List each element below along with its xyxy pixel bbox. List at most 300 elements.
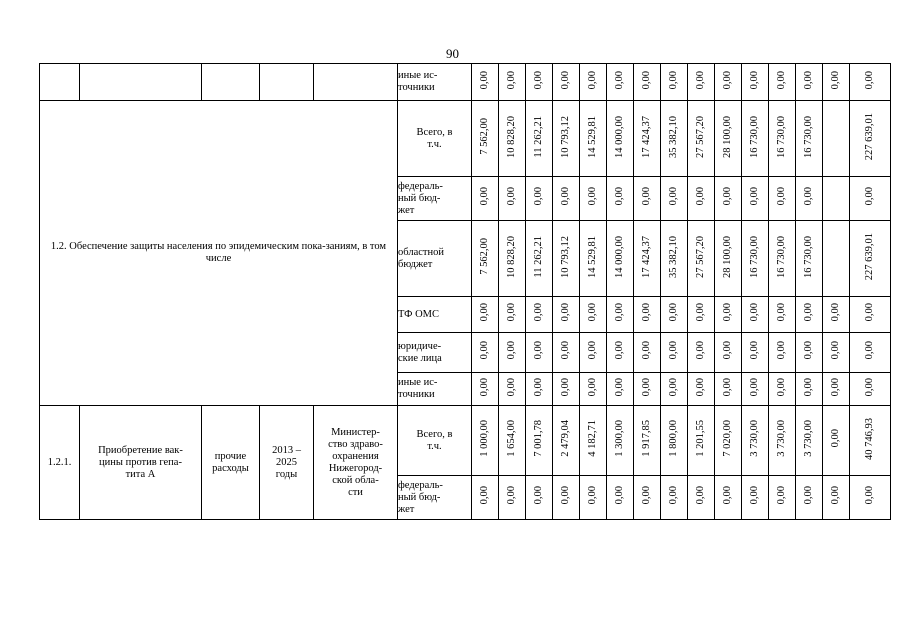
value-cell (499, 406, 526, 476)
value-cell (526, 101, 553, 177)
value-cell (796, 373, 823, 406)
value-text: 0,00 (587, 486, 598, 505)
value-text: 1 917,85 (641, 420, 652, 457)
text-line: цины против гепа- (99, 456, 182, 468)
value-cell (607, 297, 634, 333)
table-row (40, 101, 891, 177)
value-text: 0,00 (830, 341, 841, 360)
value-text: 0,00 (614, 187, 625, 206)
value-text: 0,00 (749, 341, 760, 360)
value-text: 16 730,00 (749, 235, 760, 278)
value-text: 0,00 (668, 377, 679, 397)
source-line: жет (398, 204, 415, 216)
value-text: 16 730,00 (776, 235, 787, 278)
value-text: 0,00 (864, 303, 875, 322)
executor-cell (314, 406, 398, 520)
value-cell (607, 373, 634, 406)
value-text: 0,00 (830, 486, 841, 505)
value-cell (688, 177, 715, 221)
source-line: бюджет (398, 258, 433, 270)
value-text: 11 262,21 (533, 235, 544, 278)
value-cell (796, 297, 823, 333)
value-cell (742, 406, 769, 476)
budget-table (39, 63, 891, 520)
value-cell (715, 177, 742, 221)
value-text: 0,00 (587, 303, 598, 322)
value-text: 28 100,00 (722, 115, 733, 158)
value-cell (823, 101, 850, 177)
text-line: сти (348, 486, 363, 498)
value-text: 0,00 (749, 377, 760, 397)
value-text: 0,00 (641, 486, 652, 505)
value-text: 0,00 (533, 187, 544, 206)
source-line: Всего, в (416, 126, 453, 138)
value-text: 0,00 (864, 341, 875, 360)
value-cell (634, 373, 661, 406)
value-cell (607, 64, 634, 101)
value-text: 0,00 (830, 70, 841, 90)
value-cell (769, 476, 796, 520)
value-cell (634, 406, 661, 476)
value-text: 0,00 (560, 303, 571, 322)
value-text: 3 730,00 (776, 420, 787, 457)
value-text: 0,00 (803, 70, 814, 90)
section-title: 1.2. Обеспечение защиты населения по эпидемическим пока-заниям, в том числе (50, 241, 387, 264)
source-cell (398, 333, 472, 373)
value-text: 0,00 (479, 377, 490, 397)
value-text: 0,00 (614, 303, 625, 322)
value-cell (850, 476, 891, 520)
value-cell (607, 101, 634, 177)
value-text: 0,00 (560, 486, 571, 505)
source-line: точники (398, 82, 435, 93)
value-cell (742, 221, 769, 297)
value-text: 0,00 (830, 429, 841, 448)
value-text: 0,00 (776, 377, 787, 397)
value-text: 0,00 (864, 486, 875, 505)
value-cell (769, 64, 796, 101)
value-text: 0,00 (695, 303, 706, 322)
text-line: 2025 (276, 456, 297, 468)
value-text: 35 382,10 (668, 115, 679, 158)
value-text: 0,00 (722, 341, 733, 360)
value-text: 1 300,00 (614, 420, 625, 457)
value-text: 0,00 (479, 187, 490, 206)
table-row (40, 406, 891, 476)
value-text: 14 529,81 (587, 235, 598, 278)
value-cell (634, 333, 661, 373)
value-text: 4 182,71 (587, 420, 598, 457)
value-cell (850, 297, 891, 333)
value-cell (634, 101, 661, 177)
value-cell (580, 64, 607, 101)
source-cell (398, 297, 472, 333)
value-text: 40 746,93 (864, 417, 875, 460)
value-text: 0,00 (776, 341, 787, 360)
value-text: 0,00 (749, 187, 760, 206)
value-cell (553, 476, 580, 520)
empty-cell (314, 64, 398, 101)
value-cell (553, 101, 580, 177)
value-cell (607, 406, 634, 476)
page-number: 90 (446, 46, 459, 61)
value-cell (742, 101, 769, 177)
source-line: т.ч. (427, 138, 442, 150)
value-cell (553, 64, 580, 101)
value-cell (661, 373, 688, 406)
value-text: 10 828,20 (506, 235, 517, 278)
value-cell (661, 333, 688, 373)
source-cell (398, 101, 472, 177)
value-text: 10 828,20 (506, 115, 517, 158)
value-text: 0,00 (587, 187, 598, 206)
value-cell (688, 406, 715, 476)
value-cell (499, 64, 526, 101)
value-cell (526, 221, 553, 297)
value-cell (472, 333, 499, 373)
value-text: 0,00 (506, 341, 517, 360)
value-text: 0,00 (749, 303, 760, 322)
value-cell (661, 476, 688, 520)
value-text: 0,00 (533, 486, 544, 505)
source-cell (398, 476, 472, 520)
value-text: 0,00 (695, 187, 706, 206)
value-text: 10 793,12 (560, 115, 571, 158)
value-text: 0,00 (803, 486, 814, 505)
value-cell (796, 64, 823, 101)
value-text: 0,00 (587, 341, 598, 360)
text-line: расходы (212, 462, 249, 474)
source-line: жет (398, 503, 415, 515)
value-cell (796, 476, 823, 520)
value-text: 0,00 (776, 486, 787, 505)
value-cell (472, 221, 499, 297)
value-cell (715, 373, 742, 406)
value-cell (796, 221, 823, 297)
value-text: 16 730,00 (749, 115, 760, 158)
value-cell (661, 297, 688, 333)
value-cell (688, 101, 715, 177)
source-line: областной (398, 246, 444, 258)
value-text: 35 382,10 (668, 235, 679, 278)
value-text: 0,00 (506, 303, 517, 322)
value-cell (769, 221, 796, 297)
value-cell (499, 333, 526, 373)
value-cell (499, 373, 526, 406)
value-text: 3 730,00 (749, 420, 760, 457)
value-text: 11 262,21 (533, 115, 544, 158)
value-text: 0,00 (479, 303, 490, 322)
value-text: 0,00 (533, 303, 544, 322)
item-number: 1.2.1. (47, 456, 72, 468)
value-text: 0,00 (722, 70, 733, 90)
value-cell (607, 177, 634, 221)
value-cell (688, 373, 715, 406)
value-text: 0,00 (560, 70, 571, 90)
value-text: 28 100,00 (722, 235, 733, 278)
value-text: 0,00 (803, 187, 814, 206)
item-number-cell (40, 406, 80, 520)
value-text: 0,00 (830, 303, 841, 322)
value-text: 0,00 (749, 486, 760, 505)
source-cell (398, 406, 472, 476)
value-text: 0,00 (641, 303, 652, 322)
value-text: 0,00 (587, 377, 598, 397)
source-line: Всего, в (416, 428, 453, 440)
value-cell (472, 373, 499, 406)
value-text: 0,00 (641, 377, 652, 397)
value-cell (580, 297, 607, 333)
value-text: 0,00 (614, 486, 625, 505)
value-cell (688, 221, 715, 297)
source-line: иные ис- (398, 377, 438, 388)
value-cell (715, 333, 742, 373)
value-text: 0,00 (695, 341, 706, 360)
value-text: 0,00 (864, 377, 875, 397)
value-cell (850, 406, 891, 476)
value-text: 0,00 (479, 70, 490, 90)
value-cell (823, 333, 850, 373)
source-line: точники (398, 389, 435, 400)
value-text: 0,00 (668, 341, 679, 360)
value-cell (607, 476, 634, 520)
value-cell (850, 64, 891, 101)
value-text: 16 730,00 (776, 115, 787, 158)
value-cell (823, 221, 850, 297)
value-text: 0,00 (864, 70, 875, 90)
value-text: 0,00 (695, 486, 706, 505)
value-cell (796, 101, 823, 177)
value-cell (850, 373, 891, 406)
section-title-cell (40, 101, 398, 406)
value-cell (823, 476, 850, 520)
value-text: 17 424,37 (641, 115, 652, 158)
source-cell (398, 373, 472, 406)
value-text: 17 424,37 (641, 235, 652, 278)
table-row (40, 64, 891, 101)
value-cell (526, 373, 553, 406)
value-cell (472, 406, 499, 476)
source-line: т.ч. (427, 440, 442, 452)
value-text: 0,00 (803, 341, 814, 360)
value-cell (715, 101, 742, 177)
text-line: годы (275, 468, 298, 480)
value-cell (580, 476, 607, 520)
source-line: иные ис- (398, 70, 438, 81)
value-text: 2 479,04 (560, 420, 571, 457)
value-cell (715, 64, 742, 101)
source-cell (398, 64, 472, 101)
value-cell (769, 101, 796, 177)
text-line: Нижегород- (328, 462, 383, 474)
value-cell (823, 177, 850, 221)
value-cell (769, 297, 796, 333)
value-text: 14 000,00 (614, 235, 625, 278)
value-cell (499, 297, 526, 333)
period-cell (260, 406, 314, 520)
value-cell (823, 64, 850, 101)
value-text: 1 201,55 (695, 420, 706, 457)
value-text: 1 000,00 (479, 420, 490, 457)
value-text: 0,00 (722, 486, 733, 505)
value-text: 14 000,00 (614, 115, 625, 158)
value-text: 0,00 (776, 303, 787, 322)
value-text: 227 639,01 (864, 112, 875, 161)
value-cell (526, 64, 553, 101)
value-cell (688, 64, 715, 101)
value-cell (526, 476, 553, 520)
value-text: 7 020,00 (722, 420, 733, 457)
value-cell (661, 101, 688, 177)
value-cell (796, 333, 823, 373)
value-cell (661, 221, 688, 297)
value-text: 0,00 (560, 341, 571, 360)
value-text: 0,00 (695, 70, 706, 90)
value-text: 227 639,01 (864, 232, 875, 281)
value-cell (553, 177, 580, 221)
value-cell (688, 297, 715, 333)
text-line: прочие (214, 450, 247, 462)
value-cell (472, 64, 499, 101)
value-text: 0,00 (722, 187, 733, 206)
value-text: 7 001,78 (533, 420, 544, 457)
value-cell (499, 177, 526, 221)
value-text: 0,00 (668, 303, 679, 322)
value-cell (769, 177, 796, 221)
value-cell (769, 406, 796, 476)
value-cell (661, 177, 688, 221)
item-name-cell (80, 406, 202, 520)
value-cell (661, 406, 688, 476)
value-text: 7 562,00 (479, 238, 490, 275)
value-text: 0,00 (803, 377, 814, 397)
empty-cell (260, 64, 314, 101)
value-cell (715, 476, 742, 520)
value-text: 0,00 (641, 187, 652, 206)
value-cell (580, 101, 607, 177)
value-cell (688, 333, 715, 373)
value-cell (580, 406, 607, 476)
empty-cell (202, 64, 260, 101)
value-cell (499, 221, 526, 297)
value-cell (823, 373, 850, 406)
value-cell (607, 333, 634, 373)
value-cell (526, 177, 553, 221)
value-cell (823, 406, 850, 476)
value-text: 0,00 (776, 187, 787, 206)
value-text: 0,00 (668, 486, 679, 505)
value-cell (850, 177, 891, 221)
value-text: 0,00 (479, 486, 490, 505)
value-cell (607, 221, 634, 297)
value-cell (742, 476, 769, 520)
value-cell (742, 64, 769, 101)
value-text: 16 730,00 (803, 115, 814, 158)
source-line: ТФ ОМС (398, 308, 440, 320)
value-cell (661, 64, 688, 101)
value-text: 0,00 (830, 377, 841, 397)
value-cell (553, 297, 580, 333)
value-cell (742, 373, 769, 406)
value-cell (580, 177, 607, 221)
text-line: ской обла- (332, 474, 379, 486)
value-text: 0,00 (614, 377, 625, 397)
value-cell (823, 297, 850, 333)
source-cell (398, 221, 472, 297)
text-line: охранения (332, 450, 379, 462)
value-cell (742, 333, 769, 373)
value-cell (553, 333, 580, 373)
empty-cell (40, 64, 80, 101)
value-cell (472, 297, 499, 333)
value-cell (715, 221, 742, 297)
value-text: 0,00 (533, 70, 544, 90)
value-text: 3 730,00 (803, 420, 814, 457)
value-cell (580, 221, 607, 297)
value-cell (850, 333, 891, 373)
value-text: 0,00 (695, 377, 706, 397)
value-text: 0,00 (560, 377, 571, 397)
value-cell (769, 373, 796, 406)
value-cell (472, 101, 499, 177)
value-cell (472, 177, 499, 221)
value-cell (526, 333, 553, 373)
value-cell (634, 221, 661, 297)
value-cell (553, 373, 580, 406)
source-line: федераль- (398, 180, 443, 192)
value-cell (580, 373, 607, 406)
value-cell (526, 297, 553, 333)
text-line: Министер- (331, 426, 380, 438)
value-text: 0,00 (506, 187, 517, 206)
value-text: 0,00 (614, 70, 625, 90)
value-cell (553, 221, 580, 297)
empty-cell (80, 64, 202, 101)
value-cell (472, 476, 499, 520)
value-text: 0,00 (641, 341, 652, 360)
value-cell (742, 297, 769, 333)
value-cell (499, 476, 526, 520)
value-text: 27 567,20 (695, 235, 706, 278)
value-text: 14 529,81 (587, 115, 598, 158)
value-cell (688, 476, 715, 520)
value-cell (742, 177, 769, 221)
value-text: 0,00 (803, 303, 814, 322)
text-line: 2013 – (272, 444, 301, 456)
value-cell (796, 177, 823, 221)
source-line: ный бюд- (398, 491, 441, 503)
value-text: 0,00 (533, 341, 544, 360)
value-cell (499, 101, 526, 177)
value-cell (526, 406, 553, 476)
value-text: 0,00 (506, 486, 517, 505)
value-text: 27 567,20 (695, 115, 706, 158)
value-text: 0,00 (668, 70, 679, 90)
value-text: 0,00 (722, 303, 733, 322)
value-cell (850, 101, 891, 177)
value-cell (715, 406, 742, 476)
value-cell (769, 333, 796, 373)
source-line: юридиче- (398, 340, 442, 352)
source-line: федераль- (398, 479, 443, 491)
value-cell (580, 333, 607, 373)
value-text: 0,00 (864, 187, 875, 206)
value-text: 0,00 (722, 377, 733, 397)
value-text: 0,00 (587, 70, 598, 90)
value-text: 7 562,00 (479, 118, 490, 155)
value-text: 0,00 (641, 70, 652, 90)
source-line: ный бюд- (398, 192, 441, 204)
